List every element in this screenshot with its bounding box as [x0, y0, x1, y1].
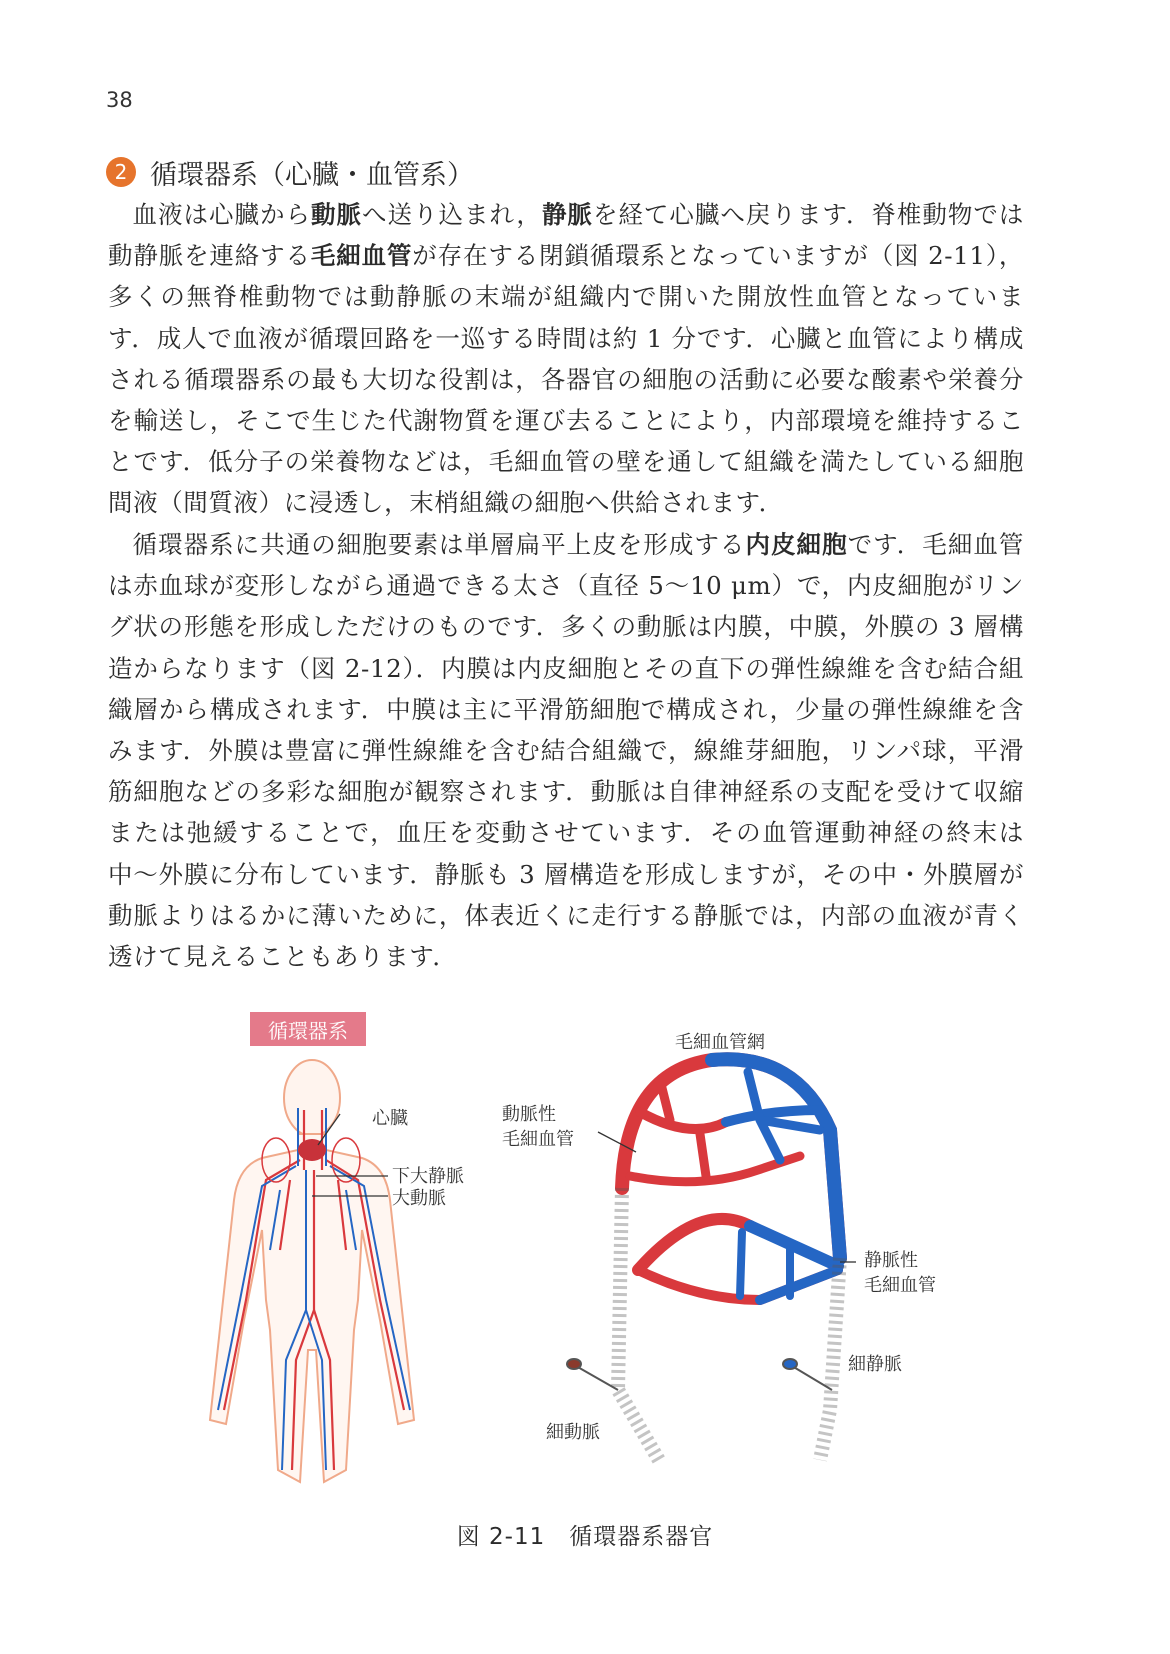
- label-line: 毛細血管: [864, 1275, 936, 1296]
- text-run: 循環器系に共通の細胞要素は単層扁平上皮を形成する: [132, 530, 746, 559]
- text-run: 血液は心臓から: [132, 200, 311, 229]
- label-capillary-network: 毛細血管網: [675, 1032, 765, 1053]
- bold-term: 静脈: [541, 200, 593, 229]
- text-run: が存在する閉鎖循環系となっていますが（図 2-11），多くの無脊椎動物では動静脈の末端が組織内で開いた開放性血管となっています．成人で血液が循環回路を一巡する時間は約 1 分です．心臓と血管により構成される循環器系の最も大切な役割は，各器官の細胞の活動に必要な酸素や栄養分を輸送し，そこで生じた代謝物質を運び去ることにより，内部環境を維持することです．低分子の栄養物などは，毛細血管の壁を通して組織を満たしている細胞間液（間質液）に浸透し，末梢組織の細胞へ供給されます．: [108, 241, 1024, 518]
- page-number: 38: [106, 88, 133, 112]
- capillary-network-diagram: [622, 1059, 840, 1300]
- text-run: を経て心臓へ戻ります．脊椎動物では動静脈を連絡する: [108, 200, 1025, 271]
- label-arterial-capillary: [502, 1102, 574, 1152]
- label-line: 動脈性: [502, 1104, 556, 1125]
- figure-caption: 図 2-11 循環器系器官: [456, 1524, 714, 1550]
- label-heart: 心臓: [372, 1108, 408, 1129]
- bold-term: 動脈: [310, 200, 362, 229]
- label-aorta: 大動脈: [392, 1188, 446, 1209]
- section-number-badge: 2: [106, 157, 136, 187]
- bold-term: 毛細血管: [310, 241, 413, 271]
- section-title: 循環器系（心臓・血管系）: [150, 159, 474, 191]
- label-ivc: 下大静脈: [392, 1166, 464, 1187]
- label-arteriole: 細動脈: [546, 1422, 600, 1443]
- text-run: へ送り込まれ，: [361, 200, 542, 229]
- label-line: 静脈性: [864, 1250, 918, 1271]
- label-venous-capillary: [864, 1248, 936, 1298]
- bold-term: 内皮細胞: [745, 530, 848, 559]
- capillary-leader-lines: [598, 1132, 856, 1262]
- label-line: 毛細血管: [502, 1129, 574, 1150]
- label-venule: 細静脈: [848, 1354, 902, 1375]
- text-run: です．毛細血管は赤血球が変形しながら通過できる太さ（直径 5〜10 μm）で，内皮細胞がリング状の形態を形成しただけのものです．多くの動脈は内膜，中膜，外膜の 3 層構造からなります（図 2-12）．内膜は内皮細胞とその直下の弾性線維を含む結合組織層から構成されます．中膜は主に平滑筋細胞で構成され，少量の弾性線維を含みます．外膜は豊富に弾性線維を含む結合組織で，線維芽細胞，リンパ球，平滑筋細胞などの多彩な細胞が観察されます．動脈は自律神経系の支配を受けて収縮または弛緩することで，血圧を変動させています．その血管運動神経の終末は中〜外膜に分布しています．静脈も 3 層構造を形成しますが，その中・外膜層が動脈よりはるかに薄いために，体表近くに走行する静脈では，内部の血液が青く透けて見えることもあります．: [108, 530, 1025, 972]
- figure-badge: 循環器系: [250, 1012, 366, 1046]
